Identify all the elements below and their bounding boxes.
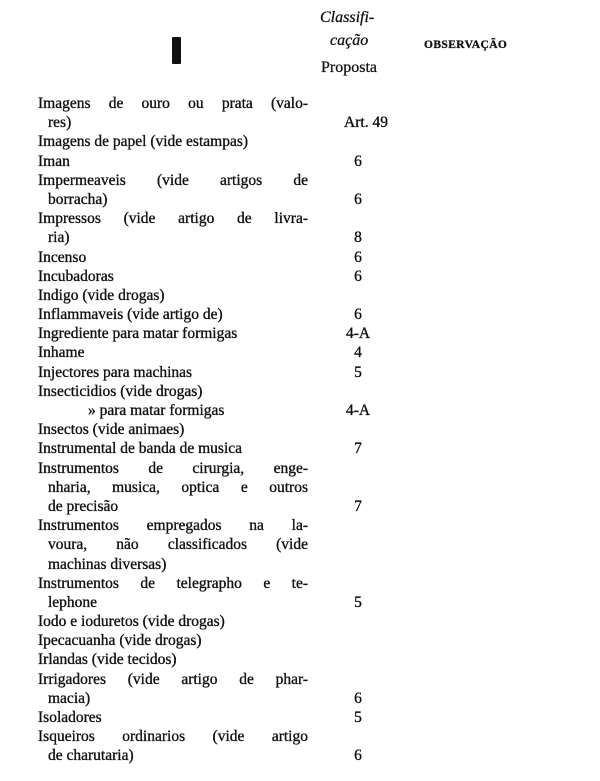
entry-text: res) [48, 114, 72, 132]
list-item [38, 612, 308, 631]
entry-line [38, 727, 308, 746]
entry-line [38, 535, 308, 554]
entry-line [38, 420, 308, 439]
list-item [38, 670, 362, 708]
entry-line [38, 670, 308, 689]
entry-line [38, 209, 308, 228]
entry-line [38, 478, 308, 497]
entry-line [38, 382, 308, 401]
list-item [38, 152, 362, 171]
entry-line [38, 343, 362, 362]
entry-text: Instrumentos empregados na la- [38, 517, 308, 535]
entry-line [38, 459, 308, 478]
entry-text: Instrumentos de telegrapho e te- [38, 574, 308, 592]
entry-text: Isoladores [38, 709, 102, 726]
list-item [38, 267, 362, 286]
classification-value: 5 [354, 709, 362, 726]
list-item [38, 94, 388, 132]
list-item [38, 631, 308, 650]
list-item [38, 459, 362, 517]
entry-text: ria) [48, 229, 70, 247]
entry-text: » para matar formigas [88, 402, 225, 419]
entry-line [38, 248, 362, 267]
entry-line [38, 516, 308, 535]
classification-value: 6 [354, 689, 362, 707]
entry-line [38, 631, 308, 650]
classification-value: 6 [354, 306, 362, 324]
classification-value: 6 [354, 267, 362, 285]
classification-value: 4-A [345, 325, 371, 343]
entry-text: Incenso [38, 248, 87, 266]
entry-line [38, 171, 308, 190]
list-item [38, 171, 362, 209]
column-header-classification: Classifi- [320, 9, 375, 26]
entry-line [38, 612, 308, 631]
entry-text: Instrumental de banda de musica [38, 440, 243, 458]
entry-line [38, 113, 388, 132]
entry-line [38, 363, 362, 382]
entry-text: de precisão [48, 497, 119, 515]
entry-text: machinas diversas) [48, 555, 167, 573]
list-item [38, 305, 362, 324]
entry-list [38, 94, 388, 766]
classification-value: 4 [354, 344, 362, 362]
entry-line [38, 555, 308, 574]
list-item [38, 382, 308, 401]
entry-text: Ipecacuanha (vide drogas) [38, 632, 202, 650]
classification-value: 7 [354, 497, 362, 515]
list-item [38, 343, 362, 362]
section-letter-mark [172, 37, 181, 64]
entry-line [38, 228, 362, 247]
list-item [38, 516, 308, 574]
entry-line [38, 132, 308, 151]
entry-line [38, 746, 362, 765]
entry-text: Irrigadores (vide artigo de phar- [38, 670, 308, 688]
list-item [38, 286, 308, 305]
classification-value: Art. 49 [344, 114, 388, 132]
entry-text: Impermeaveis (vide artigos de [38, 171, 308, 189]
list-item [38, 248, 362, 267]
entry-text: Insecticidios (vide drogas) [38, 382, 203, 400]
column-header-classification-cont: cação [330, 32, 369, 49]
entry-text: Incubadoras [38, 267, 114, 285]
entry-line [38, 593, 362, 612]
list-item [38, 420, 308, 439]
entry-text: Inhame [38, 344, 85, 362]
entry-line [38, 650, 308, 669]
entry-text: Impressos (vide artigo de livra- [38, 210, 308, 228]
list-item [38, 708, 362, 727]
column-header-proposta: Proposta [321, 59, 377, 76]
entry-text: Insectos (vide animaes) [38, 421, 185, 439]
list-item [38, 439, 362, 458]
entry-text: Ingrediente para matar formigas [38, 325, 238, 343]
entry-line [38, 190, 362, 209]
classification-value: 4-A [345, 402, 371, 419]
entry-line [38, 497, 362, 516]
entry-line [38, 689, 362, 708]
classification-value: 8 [354, 229, 362, 247]
entry-text: voura, não classificados (vide [48, 536, 308, 554]
classification-value: 5 [354, 363, 362, 381]
list-item [38, 727, 362, 765]
entry-text: Iman [38, 152, 70, 170]
entry-line [38, 708, 362, 727]
classification-value: 7 [354, 440, 362, 458]
entry-line [38, 305, 362, 324]
entry-line [38, 267, 362, 286]
entry-text: macia) [48, 689, 91, 707]
entry-text: Inflammaveis (vide artigo de) [38, 306, 223, 324]
entry-line [38, 152, 362, 171]
list-item [38, 324, 371, 343]
entry-text: Irlandas (vide tecidos) [38, 651, 177, 669]
classification-value: 6 [354, 248, 362, 266]
entry-line [38, 574, 308, 593]
entry-text: de charutaria) [48, 747, 134, 765]
classification-value: 5 [354, 593, 362, 611]
entry-line [38, 401, 371, 420]
entry-text: Indigo (vide drogas) [38, 286, 165, 304]
list-item [38, 209, 362, 247]
classification-value: 6 [354, 152, 362, 170]
list-item [38, 132, 308, 151]
entry-line [38, 324, 371, 343]
entry-text: Instrumentos de cirurgia, enge- [38, 459, 308, 477]
classification-value: 6 [354, 190, 362, 208]
entry-text: Imagens de ouro ou prata (valo- [38, 95, 308, 112]
entry-text: Injectores para machinas [38, 363, 193, 381]
list-item [38, 363, 362, 382]
list-item [38, 401, 371, 420]
entry-text: Imagens de papel (vide estampas) [38, 133, 249, 151]
entry-text: Isqueiros ordinarios (vide artigo [38, 728, 308, 746]
entry-line [38, 439, 362, 458]
classification-value: 6 [354, 747, 362, 765]
entry-text: nharia, musica, optica e outros [48, 478, 308, 496]
entry-line [38, 286, 308, 305]
entry-text: borracha) [48, 190, 108, 208]
list-item [38, 574, 362, 612]
column-header-observacao: OBSERVAÇÃO [424, 39, 508, 51]
entry-line [38, 94, 308, 113]
list-item [38, 650, 308, 669]
entry-text: lephone [48, 593, 98, 611]
entry-text: Iodo e ioduretos (vide drogas) [38, 613, 225, 631]
